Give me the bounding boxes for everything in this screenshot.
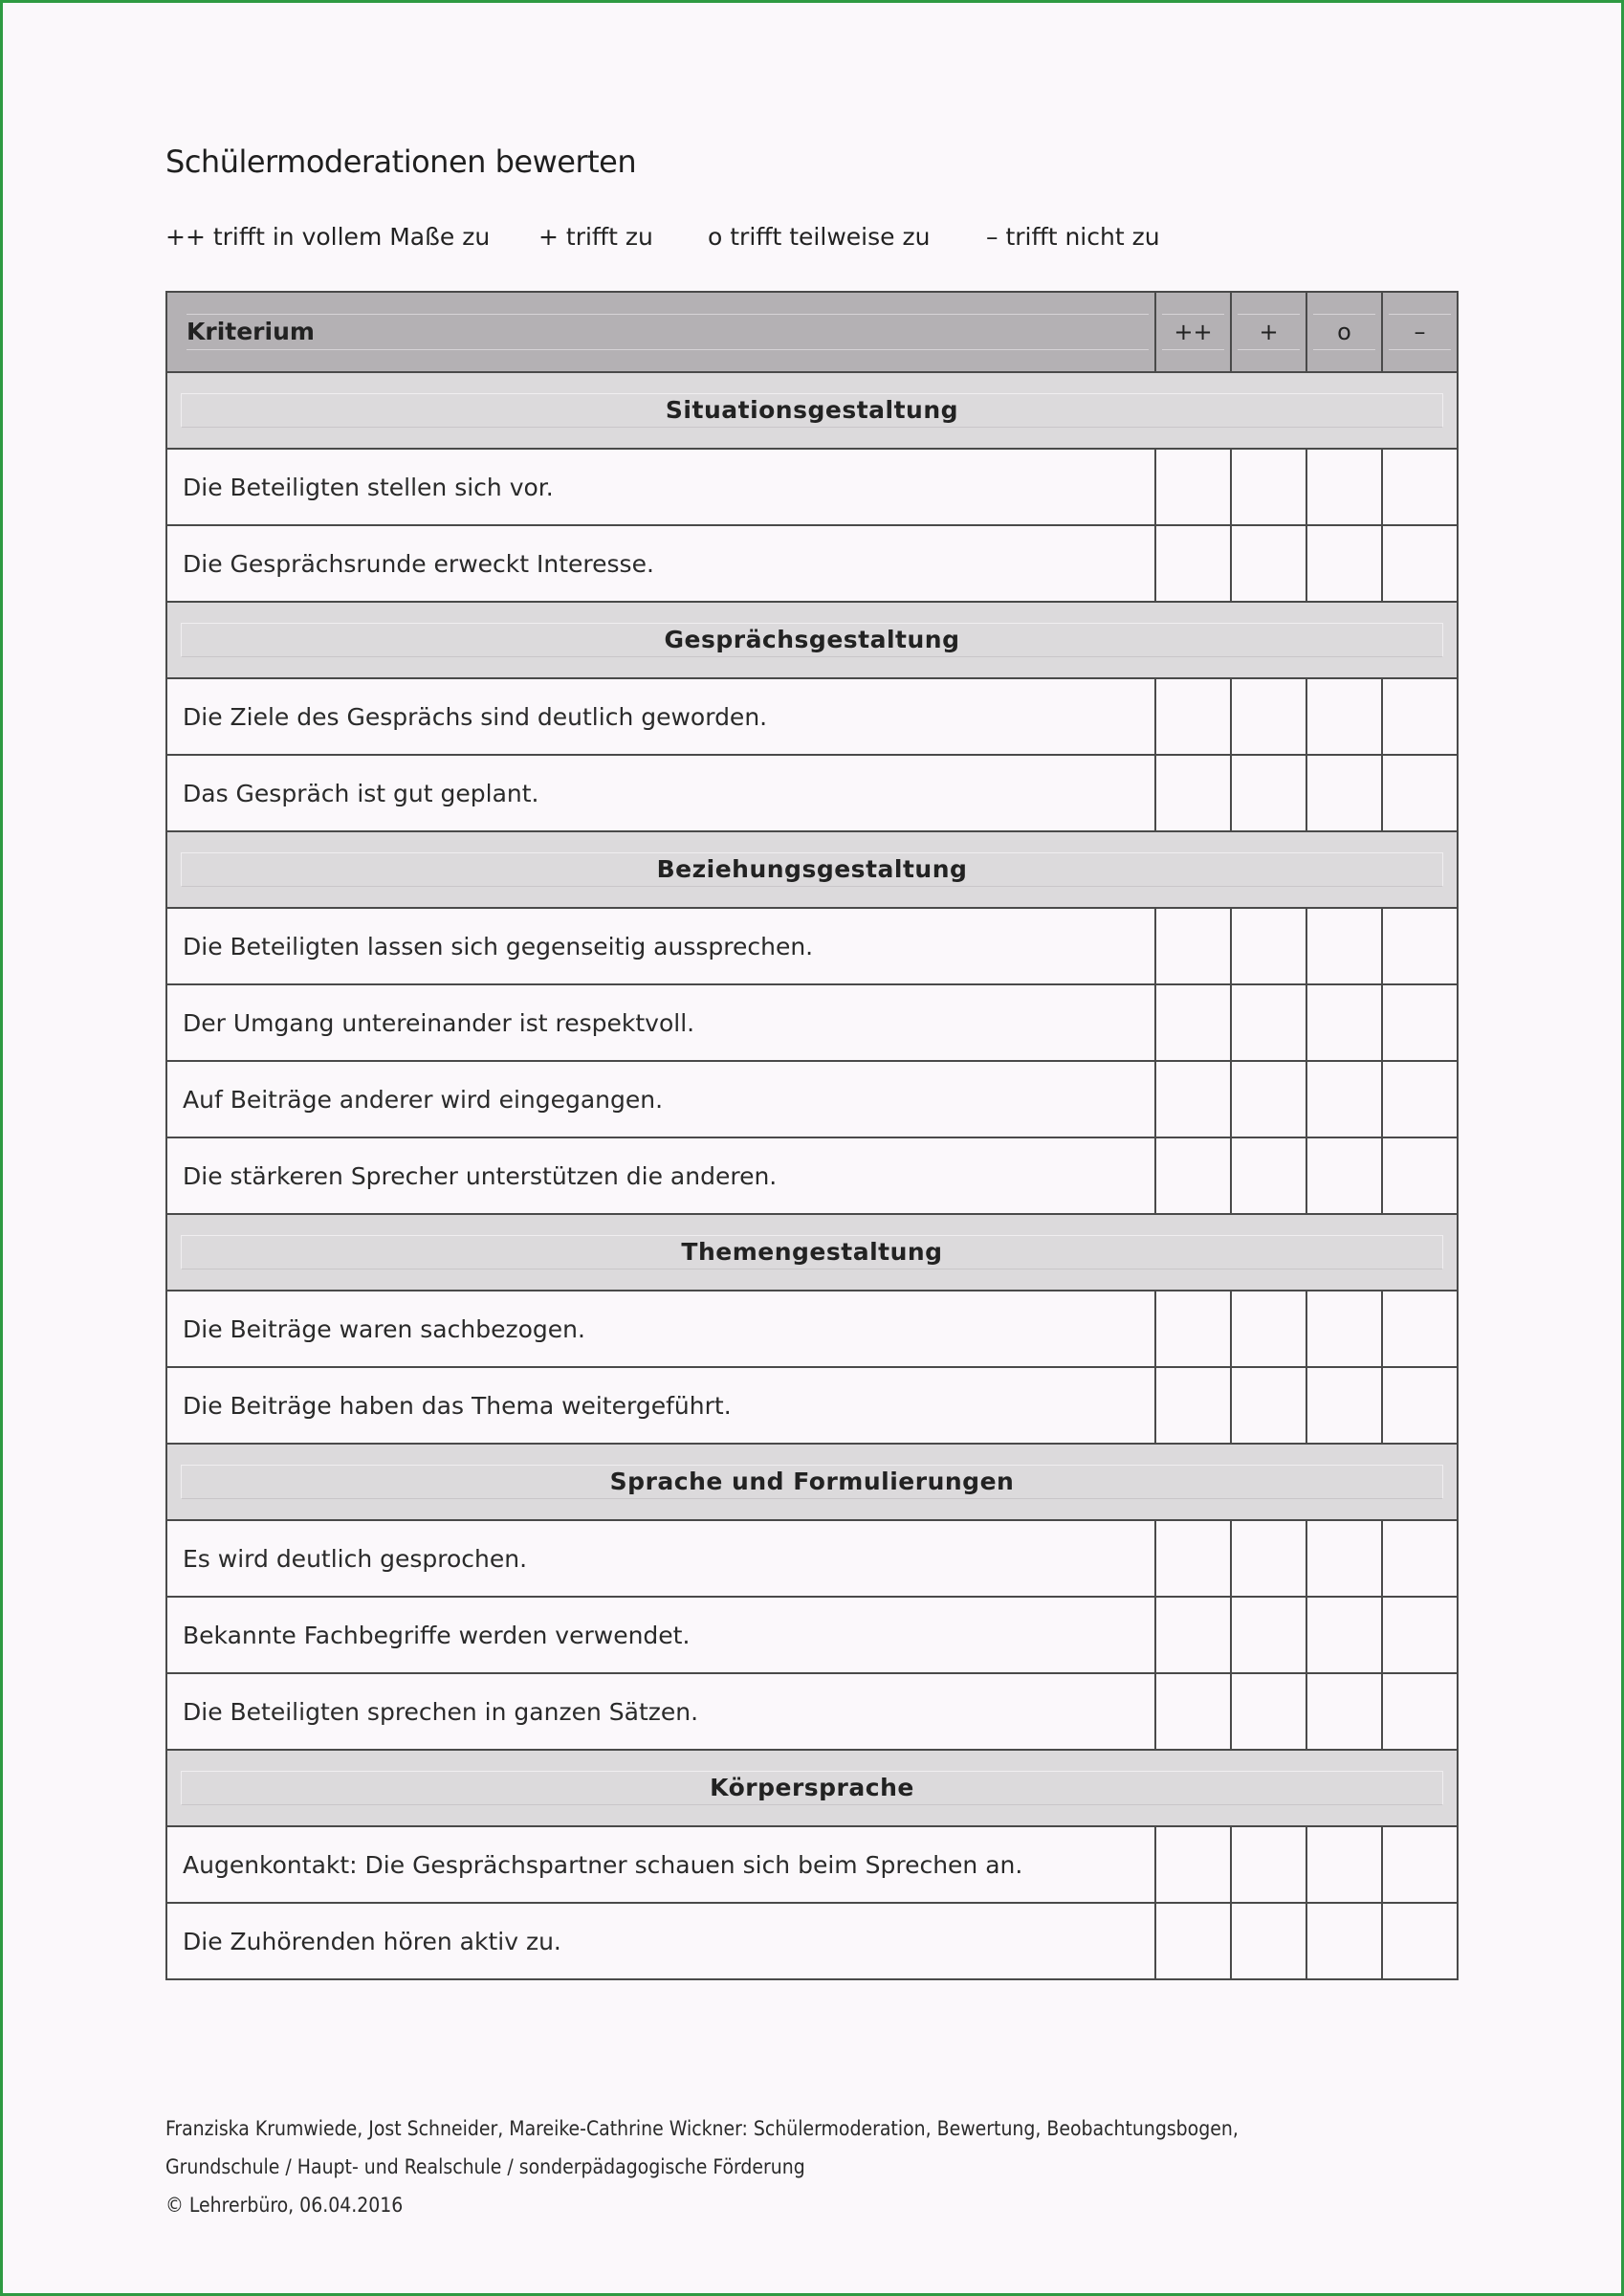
criterion-row: [166, 1597, 1458, 1673]
criterion-row: [166, 1520, 1458, 1597]
criterion-text: Die Zuhörenden hören aktiv zu.: [166, 1903, 1155, 1979]
rating-box-plus[interactable]: [1231, 1597, 1306, 1673]
criterion-row: [166, 449, 1458, 525]
rating-box-o[interactable]: [1306, 984, 1382, 1061]
criterion-row: [166, 1673, 1458, 1750]
footer-line-authors: Franziska Krumwiede, Jost Schneider, Mareike-Cathrine Wickner: Schülermoderation, Bewertung, Beobachtungsbogen,: [165, 2117, 1239, 2140]
criterion-text: Die Beteiligten lassen sich gegenseitig aussprechen.: [166, 908, 1155, 984]
rating-box-plusplus[interactable]: [1155, 678, 1231, 755]
criterion-row: [166, 1061, 1458, 1137]
rating-box-o[interactable]: [1306, 1291, 1382, 1367]
legend-item-minus: – trifft nicht zu: [986, 223, 1160, 251]
rating-box-o[interactable]: [1306, 1367, 1382, 1444]
rating-box-plus[interactable]: [1231, 1520, 1306, 1597]
section-title: Sprache und Formulierungen: [166, 1444, 1458, 1520]
rating-box-plus[interactable]: [1231, 1673, 1306, 1750]
criterion-text: Das Gespräch ist gut geplant.: [166, 755, 1155, 831]
criterion-row: [166, 525, 1458, 602]
criterion-text: Augenkontakt: Die Gesprächspartner schauen sich beim Sprechen an.: [166, 1826, 1155, 1903]
footer-line-copyright: © Lehrerbüro, 06.04.2016: [165, 2194, 404, 2217]
rating-box-o[interactable]: [1306, 525, 1382, 602]
criterion-text: Auf Beiträge anderer wird eingegangen.: [166, 1061, 1155, 1137]
rating-box-plus[interactable]: [1231, 449, 1306, 525]
rating-box-o[interactable]: [1306, 908, 1382, 984]
rating-box-plusplus[interactable]: [1155, 1291, 1231, 1367]
rating-box-minus[interactable]: [1382, 1673, 1458, 1750]
rating-box-o[interactable]: [1306, 449, 1382, 525]
section-title: Körpersprache: [166, 1750, 1458, 1826]
criterion-text: Der Umgang untereinander ist respektvoll.: [166, 984, 1155, 1061]
criterion-text: Die Beteiligten stellen sich vor.: [166, 449, 1155, 525]
rating-box-plusplus[interactable]: [1155, 1520, 1231, 1597]
rating-box-plus[interactable]: [1231, 525, 1306, 602]
rating-box-minus[interactable]: [1382, 678, 1458, 755]
rating-box-o[interactable]: [1306, 1903, 1382, 1979]
section-title: Gesprächsgestaltung: [166, 602, 1458, 678]
section-row: [166, 1214, 1458, 1291]
rating-box-o[interactable]: [1306, 678, 1382, 755]
rating-box-minus[interactable]: [1382, 984, 1458, 1061]
rating-box-plus[interactable]: [1231, 1367, 1306, 1444]
rating-box-plus[interactable]: [1231, 755, 1306, 831]
header-rating-plus: +: [1231, 292, 1306, 372]
rating-box-plusplus[interactable]: [1155, 1137, 1231, 1214]
section-row: [166, 372, 1458, 449]
footer-line-school-types: Grundschule / Haupt- und Realschule / sonderpädagogische Förderung: [165, 2155, 805, 2178]
rating-box-plus[interactable]: [1231, 1903, 1306, 1979]
rating-box-plusplus[interactable]: [1155, 1367, 1231, 1444]
rating-box-o[interactable]: [1306, 755, 1382, 831]
header-rating-minus: –: [1382, 292, 1458, 372]
header-rating-plusplus: ++: [1155, 292, 1231, 372]
rating-box-minus[interactable]: [1382, 525, 1458, 602]
rating-box-minus[interactable]: [1382, 1903, 1458, 1979]
rating-box-plusplus[interactable]: [1155, 1061, 1231, 1137]
criterion-row: [166, 1826, 1458, 1903]
rating-box-plus[interactable]: [1231, 1291, 1306, 1367]
criterion-row: [166, 678, 1458, 755]
footer-credits: [165, 2109, 1239, 2224]
criterion-text: Die Ziele des Gesprächs sind deutlich geworden.: [166, 678, 1155, 755]
criterion-text: Die Beiträge haben das Thema weitergeführt.: [166, 1367, 1155, 1444]
header-criterion: Kriterium: [166, 292, 1155, 372]
header-rating-o: o: [1306, 292, 1382, 372]
rating-box-plus[interactable]: [1231, 984, 1306, 1061]
rating-box-minus[interactable]: [1382, 1291, 1458, 1367]
rating-box-o[interactable]: [1306, 1137, 1382, 1214]
legend-item-o: o trifft teilweise zu: [708, 223, 931, 251]
criterion-row: [166, 1291, 1458, 1367]
rating-box-o[interactable]: [1306, 1061, 1382, 1137]
criterion-row: [166, 908, 1458, 984]
rating-box-minus[interactable]: [1382, 1520, 1458, 1597]
rating-box-plusplus[interactable]: [1155, 984, 1231, 1061]
section-title: Situationsgestaltung: [166, 372, 1458, 449]
rating-box-minus[interactable]: [1382, 1367, 1458, 1444]
rating-box-plus[interactable]: [1231, 1826, 1306, 1903]
criterion-text: Bekannte Fachbegriffe werden verwendet.: [166, 1597, 1155, 1673]
section-row: [166, 602, 1458, 678]
page-title: Schülermoderationen bewerten: [165, 144, 637, 180]
rating-box-minus[interactable]: [1382, 1597, 1458, 1673]
rating-box-o[interactable]: [1306, 1520, 1382, 1597]
criterion-text: Es wird deutlich gesprochen.: [166, 1520, 1155, 1597]
criterion-row: [166, 1903, 1458, 1979]
rating-box-plusplus[interactable]: [1155, 1673, 1231, 1750]
rating-box-plusplus[interactable]: [1155, 1826, 1231, 1903]
evaluation-table: [165, 291, 1459, 1980]
rating-box-plus[interactable]: [1231, 1137, 1306, 1214]
criterion-text: Die Beiträge waren sachbezogen.: [166, 1291, 1155, 1367]
section-title: Themengestaltung: [166, 1214, 1458, 1291]
rating-box-o[interactable]: [1306, 1673, 1382, 1750]
criterion-text: Die Beteiligten sprechen in ganzen Sätzen.: [166, 1673, 1155, 1750]
rating-box-plusplus[interactable]: [1155, 449, 1231, 525]
criterion-row: [166, 755, 1458, 831]
criterion-text: Die stärkeren Sprecher unterstützen die anderen.: [166, 1137, 1155, 1214]
section-row: [166, 1750, 1458, 1826]
section-title: Beziehungsgestaltung: [166, 831, 1458, 908]
rating-box-plus[interactable]: [1231, 678, 1306, 755]
rating-box-plusplus[interactable]: [1155, 1903, 1231, 1979]
criterion-row: [166, 1367, 1458, 1444]
rating-box-plusplus[interactable]: [1155, 755, 1231, 831]
rating-box-plusplus[interactable]: [1155, 908, 1231, 984]
rating-box-minus[interactable]: [1382, 1137, 1458, 1214]
criterion-row: [166, 984, 1458, 1061]
rating-box-minus[interactable]: [1382, 1826, 1458, 1903]
criterion-row: [166, 1137, 1458, 1214]
rating-box-minus[interactable]: [1382, 1061, 1458, 1137]
rating-box-o[interactable]: [1306, 1597, 1382, 1673]
rating-box-plus[interactable]: [1231, 908, 1306, 984]
section-row: [166, 831, 1458, 908]
rating-box-minus[interactable]: [1382, 449, 1458, 525]
rating-box-plusplus[interactable]: [1155, 1597, 1231, 1673]
rating-box-o[interactable]: [1306, 1826, 1382, 1903]
table-header-row: [166, 292, 1458, 372]
criterion-text: Die Gesprächsrunde erweckt Interesse.: [166, 525, 1155, 602]
legend-item-plusplus: ++ trifft in vollem Maße zu: [165, 223, 491, 251]
rating-box-plus[interactable]: [1231, 1061, 1306, 1137]
legend-item-plus: + trifft zu: [538, 223, 653, 251]
rating-box-minus[interactable]: [1382, 908, 1458, 984]
rating-box-minus[interactable]: [1382, 755, 1458, 831]
rating-box-plusplus[interactable]: [1155, 525, 1231, 602]
section-row: [166, 1444, 1458, 1520]
